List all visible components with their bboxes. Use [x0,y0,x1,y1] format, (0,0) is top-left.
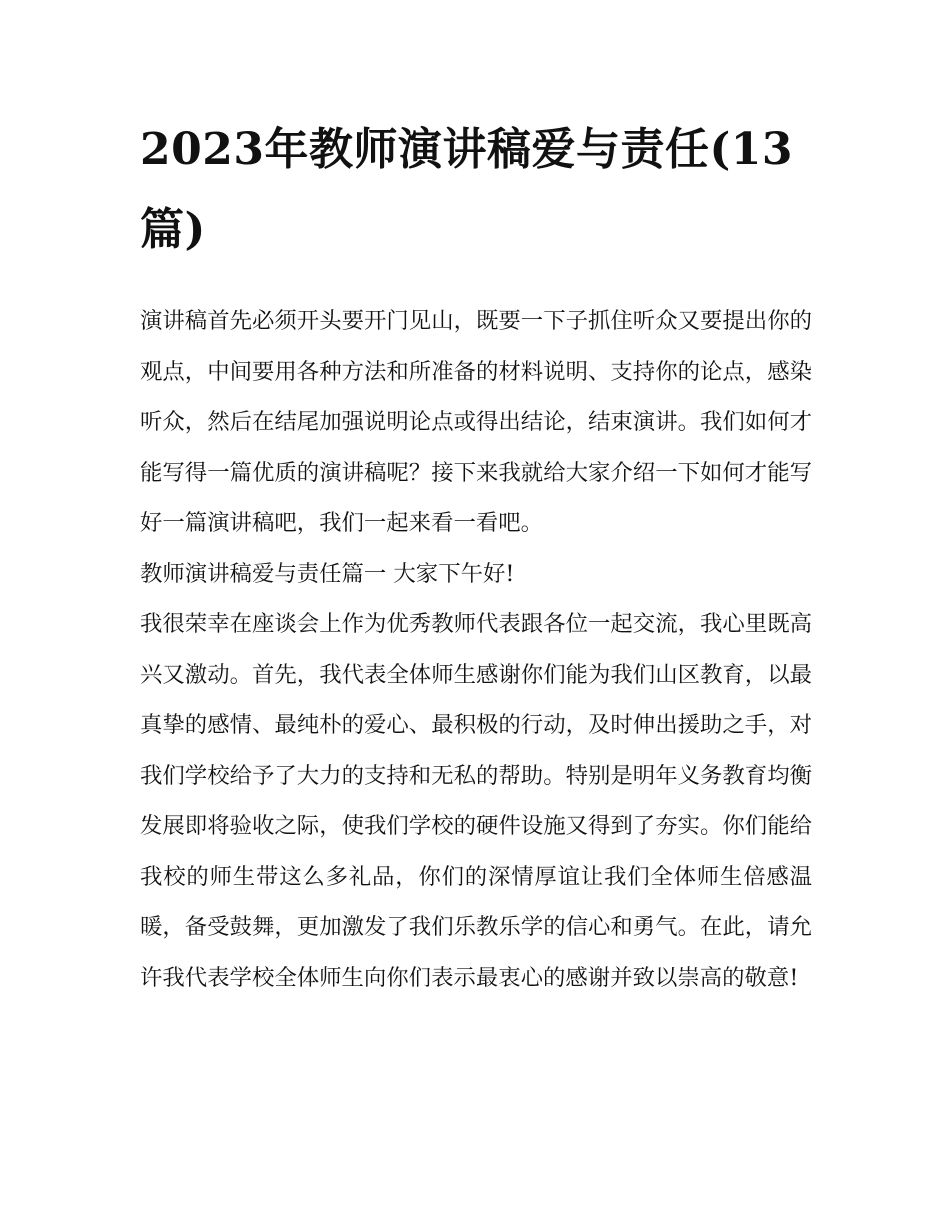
document-title: 2023年教师演讲稿爱与责任(13篇) [140,124,794,255]
section-heading: 教师演讲稿爱与责任篇一 大家下午好! [140,560,515,587]
body-paragraph: 我很荣幸在座谈会上作为优秀教师代表跟各位一起交流，我心里既高兴又激动。首先，我代表全体师生感谢你们能为我们山区教育，以最真挚的感情、最纯朴的爱心、最积极的行动，及时伸出援助之手，对我们学校给予了大力的支持和无私的帮助。特别是明年义务教育均衡发展即将验收之际，使我们学校的硬件设施又得到了夯实。你们能给我校的师生带这么多礼品，你们的深情厚谊让我们全体师生倍感温暖，备受鼓舞，更加激发了我们乐教乐学的信心和勇气。在此，请允许我代表学校全体师生向你们表示最衷心的感谢并致以崇高的敬意! [140,611,812,991]
document-page [140,110,812,1003]
intro-paragraph: 演讲稿首先必须开头要开门见山，既要一下子抓住听众又要提出你的观点，中间要用各种方法和所准备的材料说明、支持你的论点，感染听众，然后在结尾加强说明论点或得出结论，结束演讲。我们如何才能写得一篇优质的演讲稿呢？接下来我就给大家介绍一下如何才能写好一篇演讲稿吧，我们一起来看一看吧。 [140,308,812,536]
